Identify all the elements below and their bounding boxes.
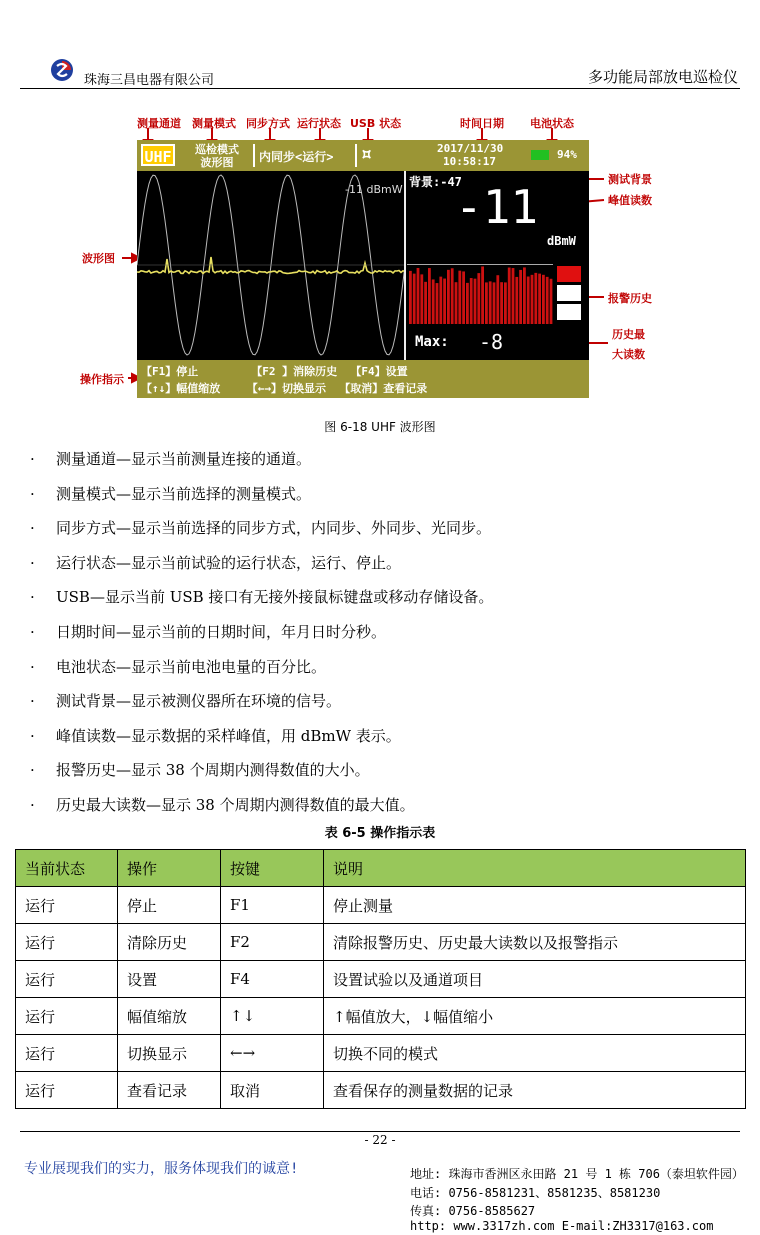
bullet-item bbox=[30, 586, 493, 607]
bullet-dot: · bbox=[30, 588, 35, 607]
history-bar bbox=[424, 282, 427, 324]
table-row bbox=[16, 924, 746, 961]
history-bar bbox=[470, 278, 473, 324]
history-bar bbox=[417, 268, 420, 324]
callout-channel: 测量通道 bbox=[137, 117, 181, 130]
mode-indicator[interactable] bbox=[185, 143, 249, 169]
bullet-item bbox=[30, 483, 311, 504]
history-bar bbox=[531, 275, 534, 324]
history-bar bbox=[420, 274, 423, 324]
callout-mode: 测量模式 bbox=[192, 117, 236, 130]
bullet-item bbox=[30, 759, 370, 780]
history-bar bbox=[451, 268, 454, 324]
bullet-item bbox=[30, 621, 386, 642]
history-bar bbox=[432, 279, 435, 324]
col-header: 按键 bbox=[221, 850, 324, 887]
alarm-indicator-red bbox=[557, 266, 581, 282]
topbar-divider bbox=[355, 144, 357, 167]
bullet-dot: · bbox=[30, 726, 35, 745]
usb-icon: ⯏ bbox=[361, 145, 373, 163]
table-cell: 切换显示 bbox=[118, 1035, 221, 1072]
bullet-dot: · bbox=[30, 692, 35, 711]
footer-slogan: 专业展现我们的实力，服务体现我们的诚意! bbox=[24, 1161, 299, 1177]
bullet-item bbox=[30, 794, 415, 815]
callout-sync: 同步方式 bbox=[246, 117, 290, 130]
table-row bbox=[16, 1072, 746, 1109]
table-row bbox=[16, 961, 746, 998]
history-bar bbox=[439, 277, 442, 324]
bullet-item bbox=[30, 725, 401, 746]
table-cell: 清除报警历史、历史最大读数以及报警指示 bbox=[324, 924, 746, 961]
table-cell: 查看记录 bbox=[118, 1072, 221, 1109]
bullet-text: 峰值读数—显示数据的采样峰值，用 dBmW 表示。 bbox=[56, 726, 401, 745]
history-bar bbox=[523, 267, 526, 324]
screen-status-bar bbox=[137, 140, 589, 171]
table-cell: 清除历史 bbox=[118, 924, 221, 961]
history-bar bbox=[496, 275, 499, 324]
header-company: 珠海三昌电器有限公司 bbox=[84, 73, 215, 88]
callout-usb: USB 状态 bbox=[350, 117, 402, 130]
alarm-history-chart bbox=[407, 266, 555, 326]
bullet-text: 电池状态—显示当前电池电量的百分比。 bbox=[56, 657, 327, 676]
history-bar bbox=[413, 274, 416, 324]
bullet-item bbox=[30, 517, 491, 538]
ops-row-1[interactable]: 【F1】停止 【F2 】消除历史 【F4】设置 bbox=[141, 365, 408, 378]
history-bar bbox=[519, 270, 522, 324]
table-cell: F2 bbox=[221, 924, 324, 961]
callout-max-line2: 大读数 bbox=[612, 348, 645, 361]
table-cell: 运行 bbox=[16, 887, 118, 924]
history-bar bbox=[481, 266, 484, 324]
sync-status[interactable]: 内同步<运行> bbox=[259, 150, 334, 164]
table-cell: 运行 bbox=[16, 924, 118, 961]
bullet-text: 同步方式—显示当前选择的同步方式，内同步、外同步、光同步。 bbox=[56, 519, 492, 538]
page-number: - 22 - bbox=[364, 1133, 396, 1147]
history-bar bbox=[500, 282, 503, 324]
bullet-text: 测量通道—显示当前测量连接的通道。 bbox=[56, 450, 312, 468]
operations-bar bbox=[137, 360, 589, 398]
bullet-text: 日期时间—显示当前的日期时间，年月日时分秒。 bbox=[56, 623, 387, 641]
table-cell: 运行 bbox=[16, 1072, 118, 1109]
wave-level-label: -11 dBmW bbox=[345, 183, 403, 196]
table-cell: 查看保存的测量数据的记录 bbox=[324, 1072, 746, 1109]
bullet-text: 报警历史—显示 38 个周期内测得数值的大小。 bbox=[56, 761, 370, 780]
bullet-text: 测量模式—显示当前选择的测量模式。 bbox=[56, 484, 312, 503]
table-cell: 取消 bbox=[221, 1072, 324, 1109]
bullet-item bbox=[30, 656, 326, 677]
history-bar bbox=[443, 279, 446, 324]
callout-datetime: 时间日期 bbox=[460, 117, 504, 130]
history-bar bbox=[542, 275, 545, 324]
history-bar bbox=[508, 268, 511, 324]
table-cell: ↑↓ bbox=[221, 998, 324, 1035]
table-cell: ←→ bbox=[221, 1035, 324, 1072]
history-bar bbox=[550, 279, 553, 324]
alarm-indicator bbox=[557, 285, 581, 301]
history-bar bbox=[409, 271, 412, 324]
mode-line1: 巡检模式 bbox=[195, 143, 239, 156]
footer-divider bbox=[20, 1131, 740, 1132]
history-bar bbox=[428, 268, 431, 324]
callout-background: 测试背景 bbox=[608, 173, 652, 186]
callout-waveform: 波形图 bbox=[82, 252, 115, 265]
battery-percent: 94% bbox=[557, 148, 577, 161]
col-header: 操作 bbox=[118, 850, 221, 887]
screen-time: 10:58:17 bbox=[443, 155, 496, 168]
table-cell: 运行 bbox=[16, 961, 118, 998]
table-cell: 运行 bbox=[16, 1035, 118, 1072]
bullet-dot: · bbox=[30, 519, 35, 538]
peak-value: -11 bbox=[455, 180, 539, 234]
table-cell: 幅值缩放 bbox=[118, 998, 221, 1035]
table-cell: F4 bbox=[221, 961, 324, 998]
history-bar bbox=[477, 273, 480, 324]
bullet-dot: · bbox=[30, 450, 35, 468]
bullet-item bbox=[30, 448, 311, 469]
waveform-plot bbox=[137, 171, 405, 360]
history-bar bbox=[489, 281, 492, 324]
table-row bbox=[16, 1035, 746, 1072]
history-bar bbox=[534, 273, 537, 324]
bullet-text: 测试背景—显示被测仪器所在环境的信号。 bbox=[56, 692, 342, 711]
screen-datetime bbox=[437, 142, 503, 168]
table-cell: 切换不同的模式 bbox=[324, 1035, 746, 1072]
mode-line2: 波形图 bbox=[200, 156, 234, 169]
bullet-text: 运行状态—显示当前试验的运行状态，运行、停止。 bbox=[56, 553, 402, 572]
bullet-dot: · bbox=[30, 761, 35, 780]
ops-row-2[interactable]: 【↑↓】幅值缩放 【←→】切换显示 【取消】查看记录 bbox=[141, 382, 428, 395]
history-bar bbox=[436, 283, 439, 324]
bullet-dot: · bbox=[30, 657, 35, 676]
history-bar bbox=[485, 282, 488, 324]
battery-icon bbox=[531, 150, 549, 160]
history-bar bbox=[546, 277, 549, 324]
history-bar bbox=[538, 274, 541, 324]
alarm-history-bars bbox=[409, 266, 552, 324]
callout-battery: 电池状态 bbox=[530, 117, 574, 130]
callout-peak: 峰值读数 bbox=[608, 194, 652, 207]
table-cell: 运行 bbox=[16, 998, 118, 1035]
channel-badge[interactable]: UHF bbox=[141, 144, 175, 166]
alarm-indicator bbox=[557, 304, 581, 320]
callout-max-line1: 历史最 bbox=[612, 328, 645, 341]
bullet-dot: · bbox=[30, 796, 35, 814]
history-bar bbox=[493, 282, 496, 324]
device-screen bbox=[137, 140, 589, 398]
max-value: -8 bbox=[479, 330, 504, 354]
table-cell: F1 bbox=[221, 887, 324, 924]
bullet-dot: · bbox=[30, 623, 35, 641]
header-product-title: 多功能局部放电巡检仪 bbox=[587, 68, 738, 86]
bullet-item bbox=[30, 690, 341, 711]
table-header-row bbox=[16, 850, 746, 887]
callout-operations: 操作指示 bbox=[80, 373, 124, 386]
background-readout bbox=[409, 173, 462, 190]
history-bar bbox=[474, 279, 477, 324]
operations-table bbox=[15, 849, 746, 1109]
table-cell: 停止 bbox=[118, 887, 221, 924]
history-bar bbox=[462, 271, 465, 324]
table-cell: ↑幅值放大，↓幅值缩小 bbox=[324, 998, 746, 1035]
table-row bbox=[16, 998, 746, 1035]
history-bar bbox=[466, 283, 469, 324]
background-value: -47 bbox=[440, 175, 462, 189]
col-header: 当前状态 bbox=[16, 850, 118, 887]
topbar-divider bbox=[253, 144, 255, 167]
history-bar bbox=[527, 277, 530, 324]
table-caption: 表 6-5 操作指示表 bbox=[324, 826, 436, 841]
bullet-item bbox=[30, 552, 401, 573]
bullet-dot: · bbox=[30, 553, 35, 572]
footer-fax: 传真: 0756-8585627 bbox=[410, 1204, 536, 1218]
history-bar bbox=[447, 270, 450, 324]
bullet-dot: · bbox=[30, 484, 35, 503]
callout-alarm-history: 报警历史 bbox=[608, 292, 652, 305]
history-bar bbox=[512, 268, 515, 324]
col-header: 说明 bbox=[324, 850, 746, 887]
max-label: Max: bbox=[415, 334, 449, 350]
footer-web-email: http: www.3317zh.com E-mail:ZH3317@163.com bbox=[410, 1219, 714, 1233]
footer-address: 地址: 珠海市香洲区永田路 21 号 1 栋 706（泰坦软件园） bbox=[410, 1167, 744, 1181]
table-row bbox=[16, 887, 746, 924]
peak-unit: dBmW bbox=[547, 234, 576, 248]
panel-divider bbox=[404, 171, 406, 360]
table-cell: 设置 bbox=[118, 961, 221, 998]
background-label: 背景: bbox=[409, 175, 441, 189]
table-cell: 停止测量 bbox=[324, 887, 746, 924]
history-baseline bbox=[407, 264, 553, 265]
history-bar bbox=[515, 277, 518, 324]
bullet-text: 历史最大读数—显示 38 个周期内测得数值的最大值。 bbox=[56, 796, 415, 814]
history-bar bbox=[455, 282, 458, 324]
screen-date: 2017/11/30 bbox=[437, 142, 504, 155]
history-bar bbox=[458, 271, 461, 324]
figure-caption: 图 6-18 UHF 波形图 bbox=[324, 420, 436, 434]
history-bar bbox=[504, 282, 507, 324]
bullet-text: USB—显示当前 USB 接口有无接外接鼠标键盘或移动存储设备。 bbox=[56, 588, 494, 607]
callout-run-status: 运行状态 bbox=[297, 117, 341, 130]
table-cell: 设置试验以及通道项目 bbox=[324, 961, 746, 998]
footer-phone: 电话: 0756-8581231、8581235、8581230 bbox=[410, 1186, 661, 1200]
